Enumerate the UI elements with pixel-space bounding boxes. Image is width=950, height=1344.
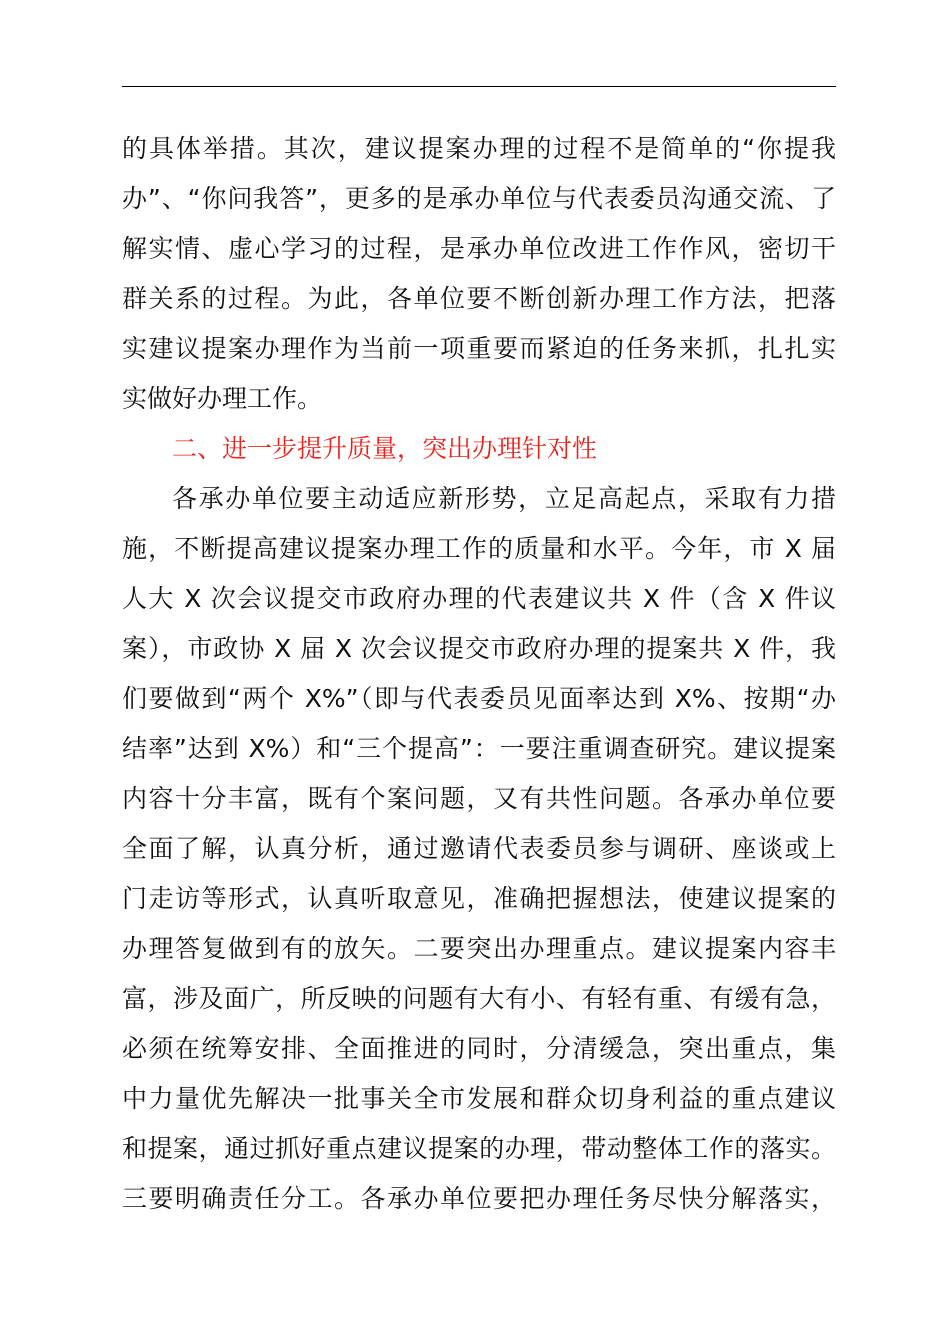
paragraph-line: 三要明确责任分工。各承办单位要把办理任务尽快分解落实，	[122, 1184, 836, 1213]
paragraph-line: 和提案，通过抓好重点建议提案的办理，带动整体工作的落实。	[122, 1134, 836, 1163]
paragraph-line: 们要做到“两个 X%”（即与代表委员见面率达到 X%、按期“办	[122, 684, 836, 713]
section-heading: 二、进一步提升质量，突出办理针对性	[172, 434, 598, 463]
paragraph-line: 解实情、虚心学习的过程，是承办单位改进工作作风，密切干	[122, 234, 836, 263]
paragraph-line: 门走访等形式，认真听取意见，准确把握想法，使建议提案的	[122, 884, 836, 913]
paragraph-line: 施，不断提高建议提案办理工作的质量和水平。今年，市 X 届	[122, 534, 836, 563]
paragraph-line: 全面了解，认真分析，通过邀请代表委员参与调研、座谈或上	[122, 834, 836, 863]
header-rule	[122, 86, 836, 87]
body-text	[122, 124, 836, 1224]
paragraph-line: 内容十分丰富，既有个案问题，又有共性问题。各承办单位要	[122, 784, 836, 813]
paragraph-line: 富，涉及面广，所反映的问题有大有小、有轻有重、有缓有急，	[122, 984, 836, 1013]
paragraph-line: 的具体举措。其次，建议提案办理的过程不是简单的“你提我	[122, 134, 836, 163]
paragraph-line: 实建议提案办理作为当前一项重要而紧迫的任务来抓，扎扎实	[122, 334, 836, 363]
paragraph-line: 实做好办理工作。	[122, 384, 323, 413]
paragraph-line: 办理答复做到有的放矢。二要突出办理重点。建议提案内容丰	[122, 934, 836, 963]
paragraph-line: 办”、“你问我答”，更多的是承办单位与代表委员沟通交流、了	[122, 184, 836, 213]
paragraph-line: 群关系的过程。为此，各单位要不断创新办理工作方法，把落	[122, 284, 836, 313]
paragraph-line: 各承办单位要主动适应新形势，立足高起点，采取有力措	[172, 484, 836, 513]
paragraph-line: 案），市政协 X 届 X 次会议提交市政府办理的提案共 X 件，我	[122, 634, 836, 663]
paragraph-line: 必须在统筹安排、全面推进的同时，分清缓急，突出重点，集	[122, 1034, 836, 1063]
paragraph-line: 中力量优先解决一批事关全市发展和群众切身利益的重点建议	[122, 1084, 836, 1113]
paragraph-line: 人大 X 次会议提交市政府办理的代表建议共 X 件（含 X 件议	[122, 584, 836, 613]
paragraph-line: 结率”达到 X%）和“三个提高”：一要注重调查研究。建议提案	[122, 734, 836, 763]
